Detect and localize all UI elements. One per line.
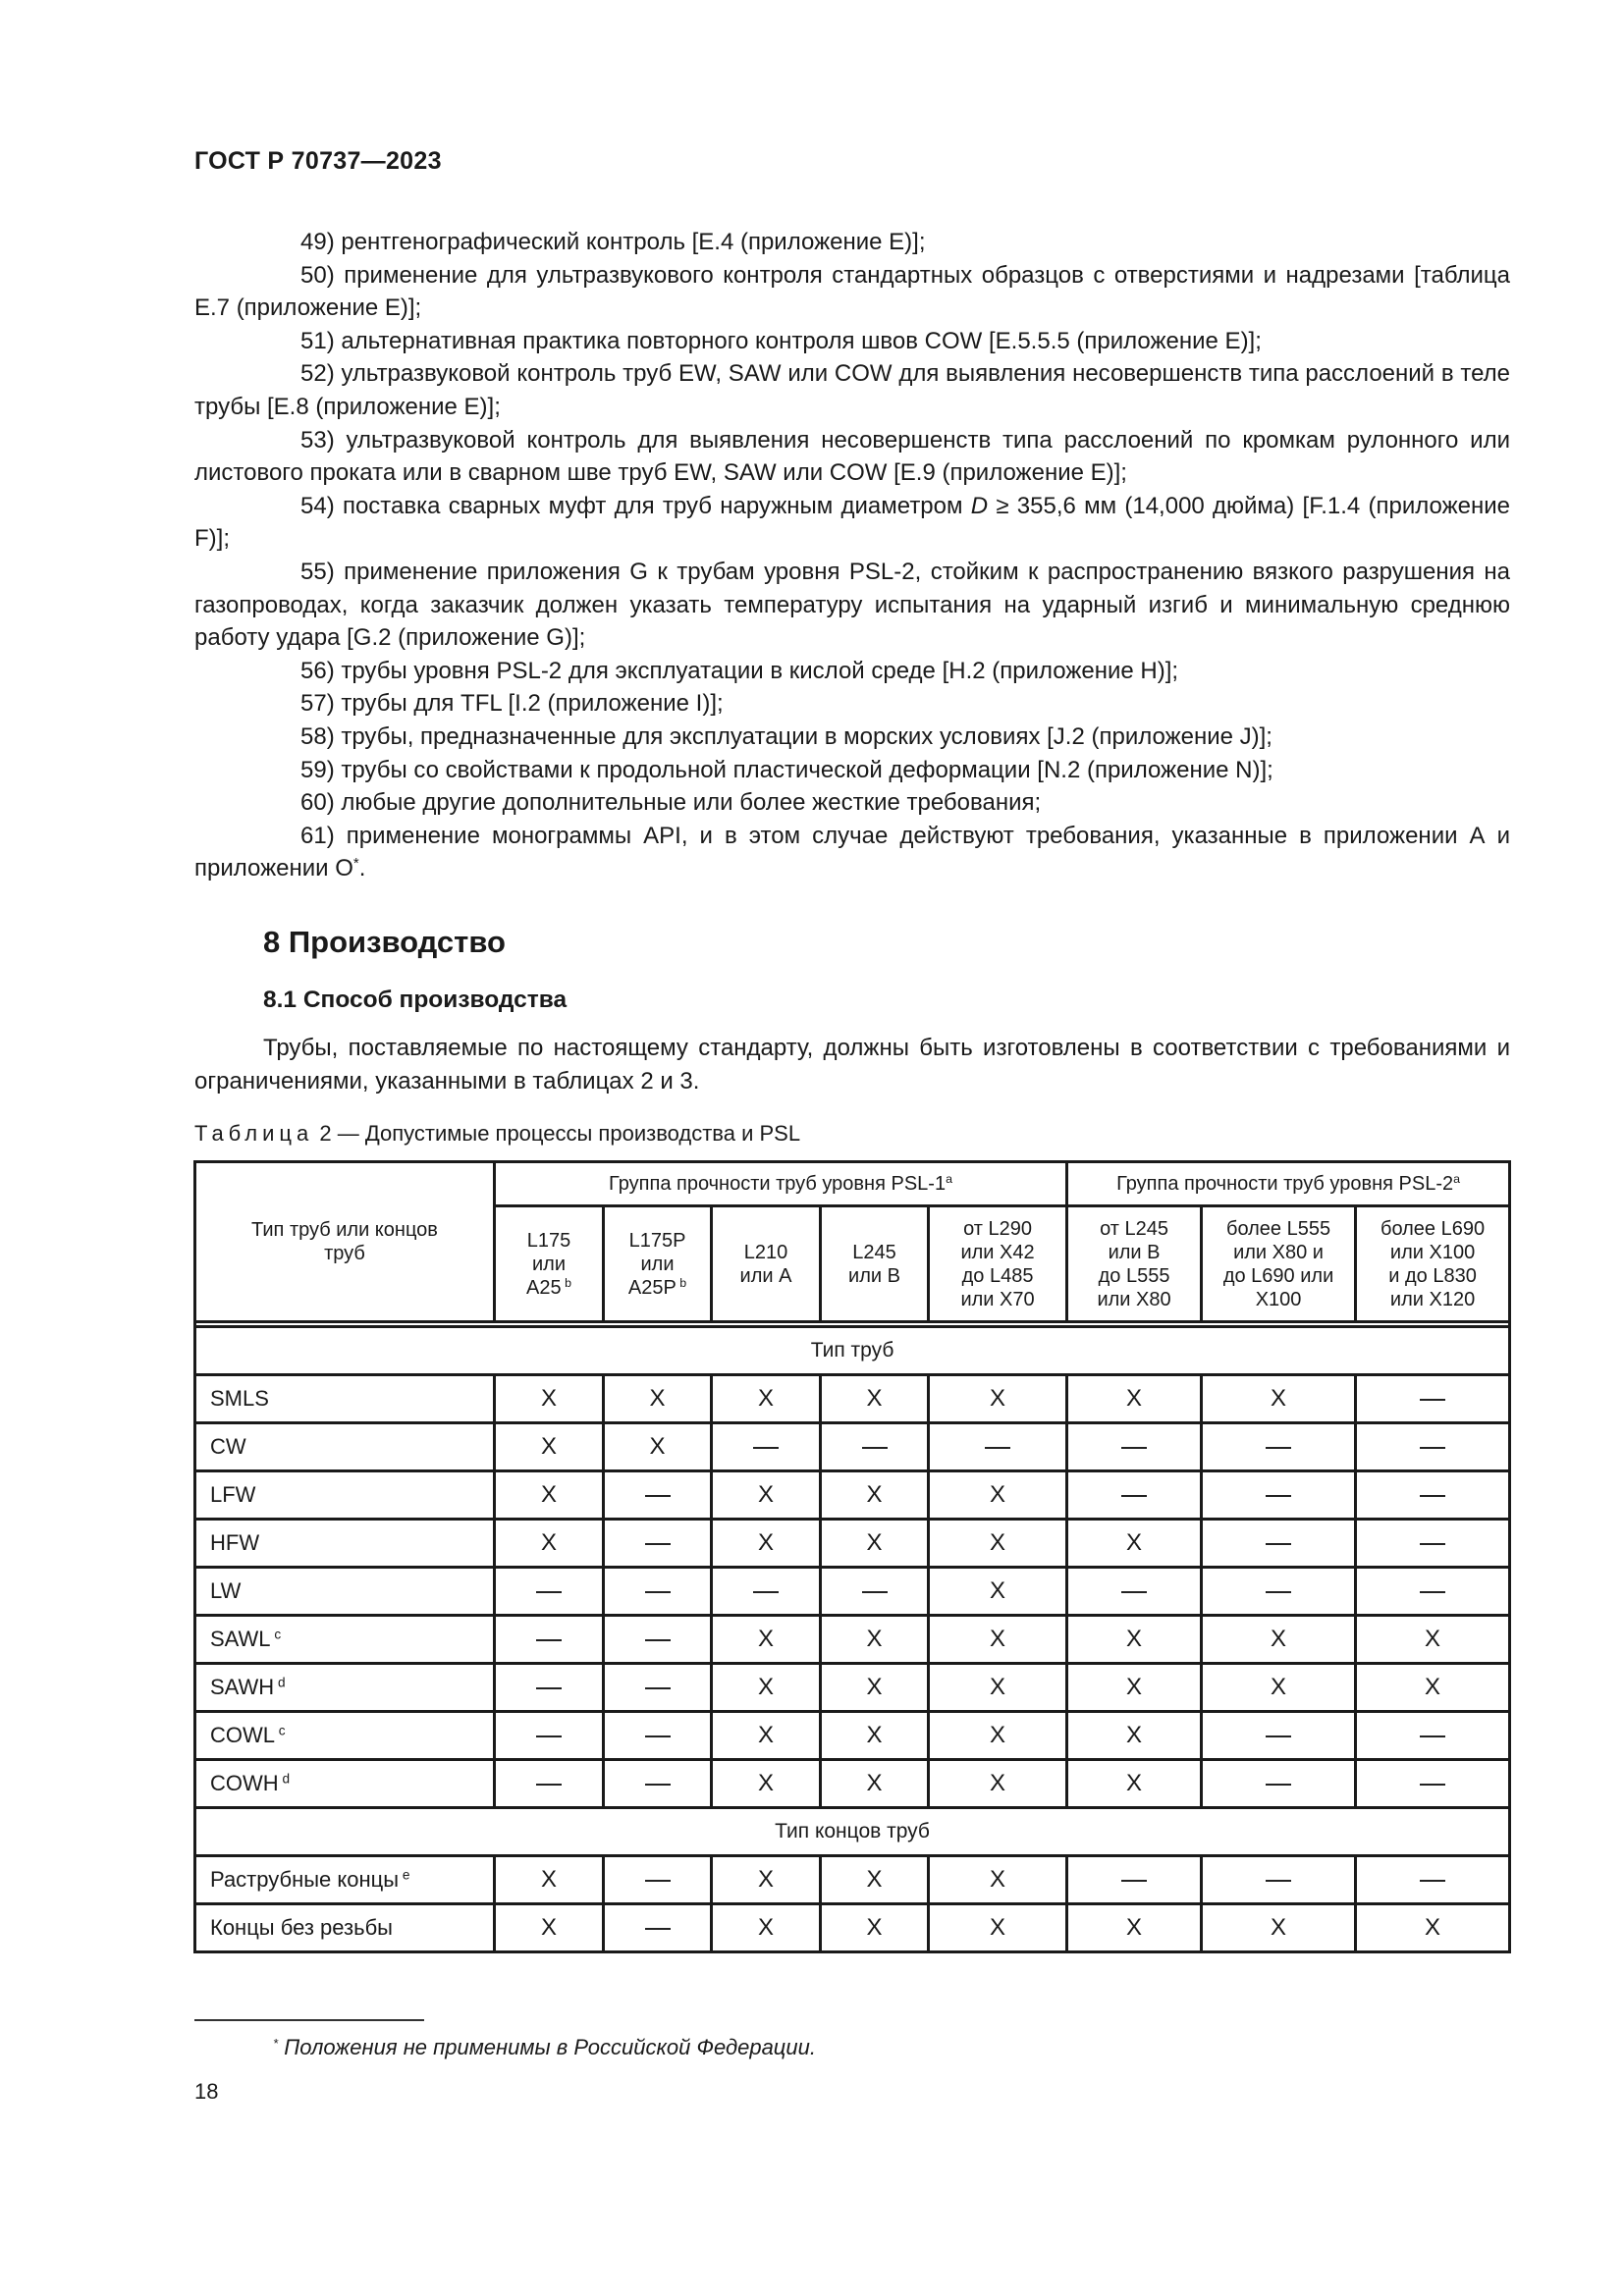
table-caption [194, 1121, 800, 1147]
row-label: CW [195, 1423, 495, 1471]
grade-column-header: от L290 или X42 до L485 или X70 [929, 1206, 1067, 1322]
permitted-mark: X [821, 1856, 929, 1904]
footnote [273, 2035, 816, 2060]
permitted-mark: X [712, 1616, 821, 1664]
permitted-mark: X [929, 1856, 1067, 1904]
row-label: SMLS [195, 1375, 495, 1423]
list-item: 56) трубы уровня PSL-2 для эксплуатации в кислой среде [H.2 (приложение H)]; [300, 657, 1179, 684]
list-item: 54) поставка сварных муфт для труб наружным диаметром D ≥ 355,6 мм (14,000 дюйма) [F.1.4 (приложение F)]; [194, 492, 1510, 553]
not-permitted-dash [495, 1664, 604, 1712]
not-permitted-dash [604, 1856, 712, 1904]
footnote-rule [194, 2019, 424, 2021]
not-permitted-dash [1067, 1423, 1202, 1471]
section-row-pipe-end: Тип концов труб [195, 1808, 1510, 1856]
row-label: LFW [195, 1471, 495, 1520]
list-item: 51) альтернативная практика повторного контроля швов COW [E.5.5.5 (приложение Е)]; [300, 327, 1262, 354]
not-permitted-dash [1067, 1856, 1202, 1904]
permitted-mark: X [1067, 1520, 1202, 1568]
list-item: 61) применение монограммы API, и в этом случае действуют требования, указанные в приложении А и приложении О*. [194, 822, 1510, 882]
list-item: 60) любые другие дополнительные или более жесткие требования; [300, 789, 1042, 817]
paragraph-text: Трубы, поставляемые по настоящему стандарту, должны быть изготовлены в соответствии с требованиями и ограничениями, указанными в таблицах 2 и 3. [194, 1035, 1510, 1095]
table-row [195, 1471, 1510, 1520]
list-item: 59) трубы со свойствами к продольной пластической деформации [N.2 (приложение N)]; [300, 756, 1273, 783]
not-permitted-dash [712, 1568, 821, 1616]
not-permitted-dash [1202, 1423, 1356, 1471]
permitted-mark: X [1356, 1904, 1510, 1952]
permitted-mark: X [1067, 1904, 1202, 1952]
permitted-mark: X [929, 1712, 1067, 1760]
permitted-mark: X [604, 1375, 712, 1423]
permitted-mark: X [929, 1520, 1067, 1568]
document-header: ГОСТ Р 70737—2023 [194, 147, 442, 175]
not-permitted-dash [1356, 1760, 1510, 1808]
permitted-mark: X [929, 1760, 1067, 1808]
permitted-mark: X [712, 1520, 821, 1568]
permitted-mark: X [495, 1904, 604, 1952]
permitted-mark: X [1202, 1375, 1356, 1423]
footnote-text: Положения не применимы в Российской Федерации. [284, 2035, 816, 2059]
permitted-mark: X [929, 1375, 1067, 1423]
not-permitted-dash [495, 1568, 604, 1616]
subsection-title: 8.1 Способ производства [263, 987, 568, 1013]
not-permitted-dash [1356, 1471, 1510, 1520]
not-permitted-dash [495, 1760, 604, 1808]
permitted-mark: X [821, 1712, 929, 1760]
not-permitted-dash [1202, 1568, 1356, 1616]
not-permitted-dash [495, 1712, 604, 1760]
permitted-mark: X [495, 1856, 604, 1904]
caption-text: 2 — Допустимые процессы производства и PSL [313, 1121, 801, 1146]
header-psl1-group: Группа прочности труб уровня PSL-1$^a$ [495, 1162, 1067, 1206]
section-row-pipe-type: Тип труб [195, 1327, 1510, 1375]
permitted-mark: X [1202, 1664, 1356, 1712]
footnote-marker: * [273, 2035, 279, 2051]
permitted-mark: X [821, 1760, 929, 1808]
permitted-mark: X [712, 1712, 821, 1760]
permitted-mark: X [1067, 1760, 1202, 1808]
table-row [195, 1568, 1510, 1616]
not-permitted-dash [1356, 1423, 1510, 1471]
permitted-mark: X [604, 1423, 712, 1471]
table-row [195, 1423, 1510, 1471]
permitted-mark: X [1356, 1664, 1510, 1712]
not-permitted-dash [604, 1471, 712, 1520]
section-paragraph [194, 1032, 1510, 1098]
table-row [195, 1616, 1510, 1664]
permitted-mark: X [1067, 1712, 1202, 1760]
permitted-mark: X [821, 1375, 929, 1423]
not-permitted-dash [712, 1423, 821, 1471]
numbered-list [194, 226, 1510, 885]
not-permitted-dash [1202, 1760, 1356, 1808]
not-permitted-dash [1356, 1520, 1510, 1568]
row-label: SAWL $^c$ [195, 1616, 495, 1664]
not-permitted-dash [1356, 1856, 1510, 1904]
grade-column-header: более L690 или X100 и до L830 или X120 [1356, 1206, 1510, 1322]
permitted-mark: X [929, 1616, 1067, 1664]
row-label: SAWH $^d$ [195, 1664, 495, 1712]
not-permitted-dash [604, 1664, 712, 1712]
table-row [195, 1664, 1510, 1712]
list-item: 57) трубы для TFL [I.2 (приложение I)]; [300, 690, 724, 718]
permitted-mark: X [495, 1471, 604, 1520]
not-permitted-dash [604, 1712, 712, 1760]
row-header-cell: Тип труб или концов труб [195, 1162, 495, 1322]
table-row [195, 1375, 1510, 1423]
not-permitted-dash [821, 1568, 929, 1616]
page-number: 18 [194, 2079, 219, 2104]
production-process-table [193, 1160, 1511, 1953]
permitted-mark: X [821, 1471, 929, 1520]
list-item: 58) трубы, предназначенные для эксплуатации в морских условиях [J.2 (приложение J)]; [300, 722, 1272, 750]
permitted-mark: X [1067, 1616, 1202, 1664]
not-permitted-dash [604, 1520, 712, 1568]
list-item: 55) применение приложения G к трубам уровня PSL-2, стойким к распространению вязкого разрушения на газопроводах, когда заказчик должен указать температуру испытания на ударный изгиб и минимальную среднюю работу удара [G.2 (приложение G)]; [194, 558, 1510, 652]
permitted-mark: X [929, 1471, 1067, 1520]
permitted-mark: X [495, 1375, 604, 1423]
list-item: 53) ультразвуковой контроль для выявления несовершенств типа расслоений по кромкам рулонного или листового проката или в сварном шве труб EW, SAW или COW [Е.9 (приложение Е)]; [194, 426, 1510, 487]
not-permitted-dash [1202, 1520, 1356, 1568]
permitted-mark: X [712, 1375, 821, 1423]
permitted-mark: X [712, 1904, 821, 1952]
not-permitted-dash [1202, 1471, 1356, 1520]
permitted-mark: X [929, 1568, 1067, 1616]
permitted-mark: X [712, 1856, 821, 1904]
grade-column-header: L175P или A25P $^b$ [604, 1206, 712, 1322]
row-label: LW [195, 1568, 495, 1616]
table-row [195, 1520, 1510, 1568]
not-permitted-dash [604, 1568, 712, 1616]
list-item: 52) ультразвуковой контроль труб EW, SAW или COW для выявления несовершенств типа расслоений в теле трубы [Е.8 (приложение Е)]; [194, 360, 1510, 420]
permitted-mark: X [712, 1471, 821, 1520]
list-item: 50) применение для ультразвукового контроля стандартных образцов с отверстиями и надрезами [таблица Е.7 (приложение Е)]; [194, 261, 1510, 322]
not-permitted-dash [1202, 1712, 1356, 1760]
table-header-row-groups [195, 1162, 1510, 1206]
list-item: 49) рентгенографический контроль [Е.4 (приложение Е)]; [300, 229, 926, 255]
section-title: 8 Производство [263, 925, 506, 959]
row-label: HFW [195, 1520, 495, 1568]
table-row [195, 1712, 1510, 1760]
row-label: COWL $^c$ [195, 1712, 495, 1760]
not-permitted-dash [604, 1904, 712, 1952]
not-permitted-dash [821, 1423, 929, 1471]
table-row [195, 1904, 1510, 1952]
not-permitted-dash [1202, 1856, 1356, 1904]
permitted-mark: X [1356, 1616, 1510, 1664]
not-permitted-dash [1067, 1471, 1202, 1520]
not-permitted-dash [495, 1616, 604, 1664]
not-permitted-dash [1356, 1568, 1510, 1616]
not-permitted-dash [1356, 1712, 1510, 1760]
not-permitted-dash [929, 1423, 1067, 1471]
grade-column-header: L210 или A [712, 1206, 821, 1322]
row-label: Концы без резьбы [195, 1904, 495, 1952]
not-permitted-dash [1356, 1375, 1510, 1423]
permitted-mark: X [1067, 1375, 1202, 1423]
permitted-mark: X [821, 1904, 929, 1952]
permitted-mark: X [1067, 1664, 1202, 1712]
grade-column-header: L245 или B [821, 1206, 929, 1322]
row-label: Раструбные концы $^e$ [195, 1856, 495, 1904]
permitted-mark: X [1202, 1616, 1356, 1664]
caption-label: Таблица [194, 1121, 314, 1146]
permitted-mark: X [495, 1520, 604, 1568]
permitted-mark: X [821, 1616, 929, 1664]
grade-column-header: от L245 или B до L555 или X80 [1067, 1206, 1202, 1322]
permitted-mark: X [712, 1664, 821, 1712]
not-permitted-dash [1067, 1568, 1202, 1616]
row-label: COWH $^d$ [195, 1760, 495, 1808]
permitted-mark: X [929, 1664, 1067, 1712]
permitted-mark: X [712, 1760, 821, 1808]
permitted-mark: X [929, 1904, 1067, 1952]
table-row [195, 1856, 1510, 1904]
not-permitted-dash [604, 1760, 712, 1808]
permitted-mark: X [495, 1423, 604, 1471]
permitted-mark: X [821, 1664, 929, 1712]
header-psl2-group: Группа прочности труб уровня PSL-2$^a$ [1067, 1162, 1510, 1206]
table-row [195, 1760, 1510, 1808]
grade-column-header: L175 или A25 $^b$ [495, 1206, 604, 1322]
not-permitted-dash [604, 1616, 712, 1664]
grade-column-header: более L555 или X80 и до L690 или X100 [1202, 1206, 1356, 1322]
permitted-mark: X [1202, 1904, 1356, 1952]
permitted-mark: X [821, 1520, 929, 1568]
